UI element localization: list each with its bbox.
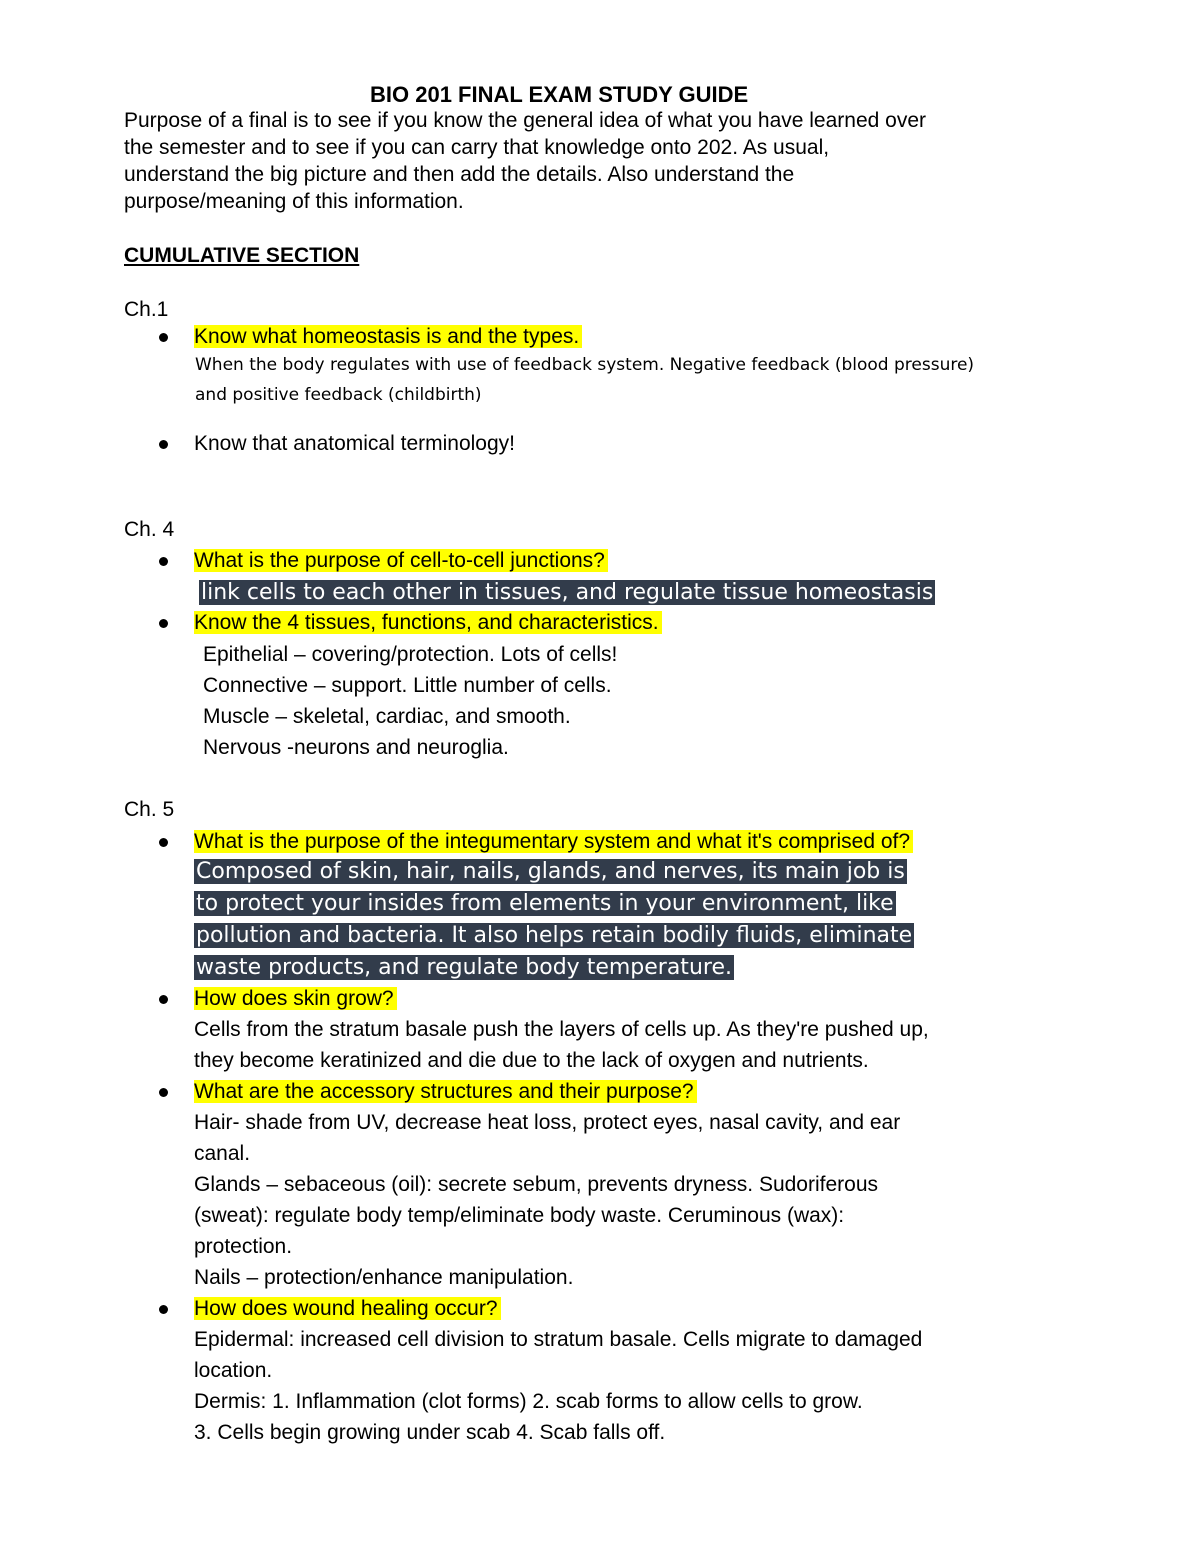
- answer-line: canal.: [194, 1142, 251, 1165]
- answer-line: location.: [194, 1359, 273, 1382]
- intro-line: Purpose of a final is to see if you know the general idea of what you have learned over: [124, 109, 926, 132]
- question-item: [194, 610, 662, 636]
- bullet-icon: [159, 333, 168, 342]
- question-item: [194, 1079, 697, 1105]
- question-highlight: Know what homeostasis is and the types.: [194, 325, 582, 348]
- answer-highlight: waste products, and regulate body temperature.: [196, 955, 732, 980]
- answer-line: Connective – support. Little number of cells.: [203, 674, 612, 697]
- answer-line: Epithelial – covering/protection. Lots of cells!: [203, 643, 618, 666]
- question-highlight: Know the 4 tissues, functions, and characteristics.: [194, 611, 662, 634]
- question-item: [194, 1296, 501, 1322]
- answer-line: [194, 857, 907, 887]
- answer-line: Nervous -neurons and neuroglia.: [203, 736, 509, 759]
- answer-highlight: to protect your insides from elements in your environment, like: [196, 891, 894, 916]
- answer-line: [194, 921, 914, 951]
- bullet-icon: [159, 1088, 168, 1097]
- answer-line: [194, 889, 896, 919]
- page-title: BIO 201 FINAL EXAM STUDY GUIDE: [370, 82, 749, 107]
- answer-line: Glands – sebaceous (oil): secrete sebum, prevents dryness. Sudoriferous: [194, 1173, 879, 1196]
- answer-line: When the body regulates with use of feedback system. Negative feedback (blood pressure): [195, 355, 975, 375]
- answer-line: Dermis: 1. Inflammation (clot forms) 2. scab forms to allow cells to grow.: [194, 1390, 863, 1413]
- answer-line: [199, 578, 935, 608]
- question-highlight: What are the accessory structures and their purpose?: [194, 1080, 697, 1103]
- question-item: Know that anatomical terminology!: [194, 432, 515, 455]
- answer-highlight: pollution and bacteria. It also helps retain bodily fluids, eliminate: [196, 923, 913, 948]
- bullet-icon: [159, 619, 168, 628]
- answer-line: protection.: [194, 1235, 293, 1258]
- question-highlight: What is the purpose of cell-to-cell junctions?: [194, 549, 608, 572]
- question-highlight: How does wound healing occur?: [194, 1297, 501, 1320]
- bullet-icon: [159, 440, 168, 449]
- answer-line: they become keratinized and die due to the lack of oxygen and nutrients.: [194, 1049, 869, 1072]
- question-item: [194, 324, 582, 350]
- intro-line: understand the big picture and then add the details. Also understand the: [124, 163, 795, 186]
- question-item: [194, 829, 913, 855]
- answer-highlight: Composed of skin, hair, nails, glands, and nerves, its main job is: [196, 859, 905, 884]
- answer-line: and positive feedback (childbirth): [195, 385, 482, 405]
- question-highlight: What is the purpose of the integumentary system and what it's comprised of?: [194, 830, 913, 853]
- answer-line: 3. Cells begin growing under scab 4. Scab falls off.: [194, 1421, 666, 1444]
- answer-highlight: link cells to each other in tissues, and regulate tissue homeostasis: [201, 580, 934, 605]
- answer-line: Epidermal: increased cell division to stratum basale. Cells migrate to damaged: [194, 1328, 923, 1351]
- answer-line: Hair- shade from UV, decrease heat loss, protect eyes, nasal cavity, and ear: [194, 1111, 901, 1134]
- section-title: CUMULATIVE SECTION: [124, 244, 360, 267]
- question-item: [194, 986, 397, 1012]
- answer-line: Nails – protection/enhance manipulation.: [194, 1266, 574, 1289]
- question-highlight: How does skin grow?: [194, 987, 397, 1010]
- answer-line: [194, 953, 734, 983]
- bullet-icon: [159, 1305, 168, 1314]
- intro-line: purpose/meaning of this information.: [124, 190, 464, 213]
- question-item: [194, 548, 608, 574]
- answer-line: Cells from the stratum basale push the layers of cells up. As they're pushed up,: [194, 1018, 929, 1041]
- answer-line: Muscle – skeletal, cardiac, and smooth.: [203, 705, 571, 728]
- chapter-heading: Ch. 4: [124, 518, 175, 541]
- bullet-icon: [159, 557, 168, 566]
- answer-line: (sweat): regulate body temp/eliminate body waste. Ceruminous (wax):: [194, 1204, 845, 1227]
- intro-line: the semester and to see if you can carry that knowledge onto 202. As usual,: [124, 136, 830, 159]
- bullet-icon: [159, 838, 168, 847]
- chapter-heading: Ch. 5: [124, 798, 175, 821]
- bullet-icon: [159, 995, 168, 1004]
- chapter-heading: Ch.1: [124, 298, 169, 321]
